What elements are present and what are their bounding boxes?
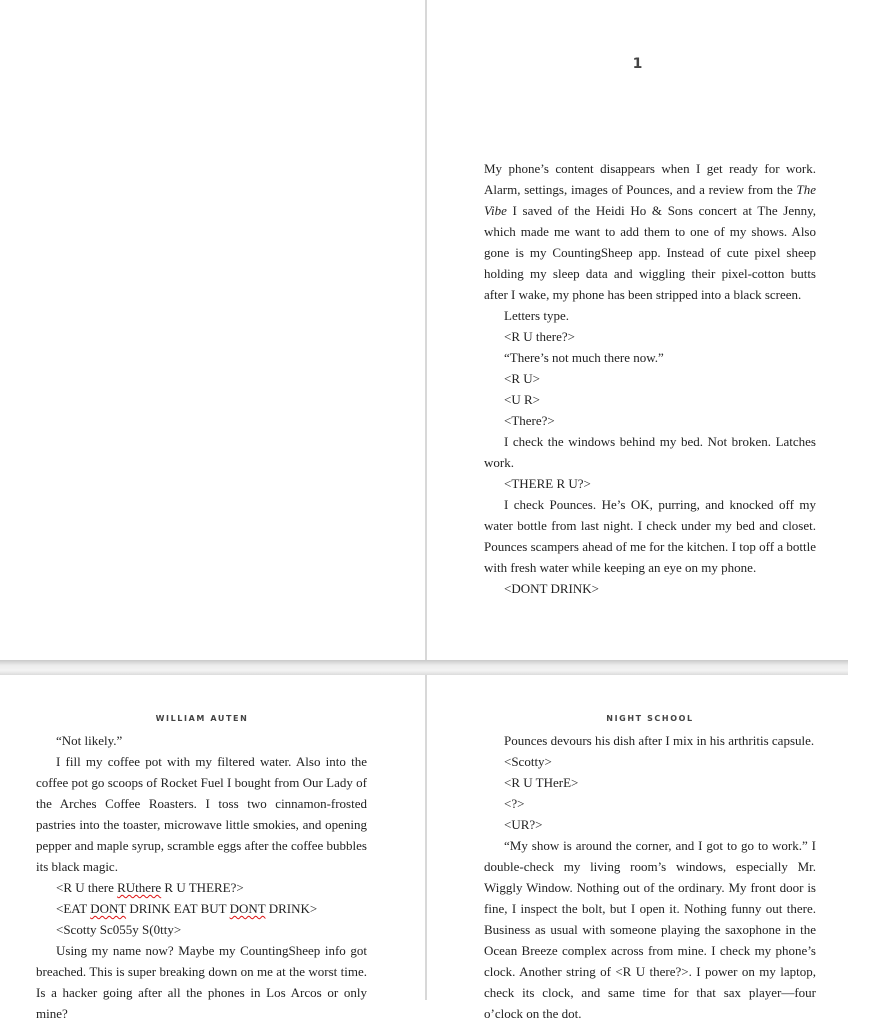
left-page	[0, 675, 425, 1021]
paragraph: Letters type.	[504, 308, 569, 323]
italic-title: The Vibe	[484, 182, 816, 218]
text-run: DRINK>	[265, 901, 318, 916]
text-run: R U THERE?>	[161, 880, 244, 895]
paragraph: “There’s not much there now.”	[504, 350, 664, 365]
text-run: <EAT	[56, 901, 91, 916]
message-line: <There?>	[504, 413, 555, 428]
message-line	[36, 877, 367, 898]
message-line: <R U there?>	[504, 329, 575, 344]
message-line	[36, 898, 367, 919]
paragraph: I check the windows behind my bed. Not broken. Latches work.	[484, 434, 816, 470]
message-line: <R U>	[504, 371, 540, 386]
message-line: <Scotty Sc055y S(0tty>	[56, 922, 182, 937]
right-page	[427, 675, 848, 1021]
message-line: <DONT DRINK>	[504, 581, 599, 596]
running-head-author: WILLIAM AUTEN	[155, 714, 249, 723]
spelling-error: RUthere	[117, 880, 162, 895]
message-line: <UR?>	[504, 817, 543, 832]
message-line: <Scotty>	[504, 754, 552, 769]
paragraph: I check Pounces. He’s OK, purring, and knocked off my water bottle from last night. I check under my bed and closet. Pounces scampers ahead of me for the kitchen. I top off a bottle with fresh water while keeping an eye on my phone.	[484, 497, 816, 575]
spelling-error: DONT	[90, 901, 127, 916]
paragraph: I fill my coffee pot with my filtered water. Also into the coffee pot go scoops of Rocket Fuel I bought from Our Lady of the Arches Coffee Roasters. I toss two cinnamon-frosted pastries into the toaster, microwave little smokies, and opening pepper and maple syrup, scramble eggs after the coffee bubbles its black magic.	[36, 754, 367, 874]
text-run: I saved of the Heidi Ho & Sons concert at The Jenny, which made me want to add them to one of my shows. Also gone is my CountingSheep app. Instead of cute pixel sheep holding my sleep data and wiggling their pixel-cotton butts after I wake, my phone has been stripped into a black screen.	[484, 203, 816, 302]
spelling-error: DONT	[229, 901, 266, 916]
text-run: <R U there	[56, 880, 118, 895]
paragraph: Pounces devours his dish after I mix in his arthritis capsule.	[504, 733, 815, 748]
paragraph	[484, 158, 816, 305]
page-body	[484, 730, 816, 1024]
message-line: <R U THerE>	[504, 775, 579, 790]
page-row-gap	[0, 660, 848, 675]
paragraph: “Not likely.”	[56, 733, 123, 748]
chapter-body	[484, 158, 816, 599]
chapter-page	[427, 0, 848, 660]
page-body	[36, 730, 367, 1024]
message-line: <THERE R U?>	[504, 476, 591, 491]
chapter-number: 1	[632, 56, 643, 72]
message-line: <?>	[504, 796, 525, 811]
message-line: <U R>	[504, 392, 540, 407]
running-head-title: NIGHT SCHOOL	[606, 714, 694, 723]
text-run: My phone’s content disappears when I get ready for work. Alarm, settings, images of Pounces, and a review from the	[484, 161, 816, 197]
text-run: DRINK EAT BUT	[126, 901, 230, 916]
paragraph: Using my name now? Maybe my CountingSheep info got breached. This is super breaking down on me at the worst time. Is a hacker going after all the phones in Los Arcos or only mine?	[36, 943, 367, 1021]
blank-page	[0, 0, 425, 660]
paragraph: “My show is around the corner, and I got to go to work.” I double-check my living room’s windows, especially Mr. Wiggly Window. Nothing out of the ordinary. My front door is fine, I inspect the bolt, but I open it. Nothing funny out there. Business as usual with someone playing the saxophone in the Ocean Breeze complex across from mine. I check my phone’s clock. Another string of <R U there?>. I power on my laptop, check its clock, and same time for that sax player—four o’clock on the dot.	[484, 838, 816, 1021]
